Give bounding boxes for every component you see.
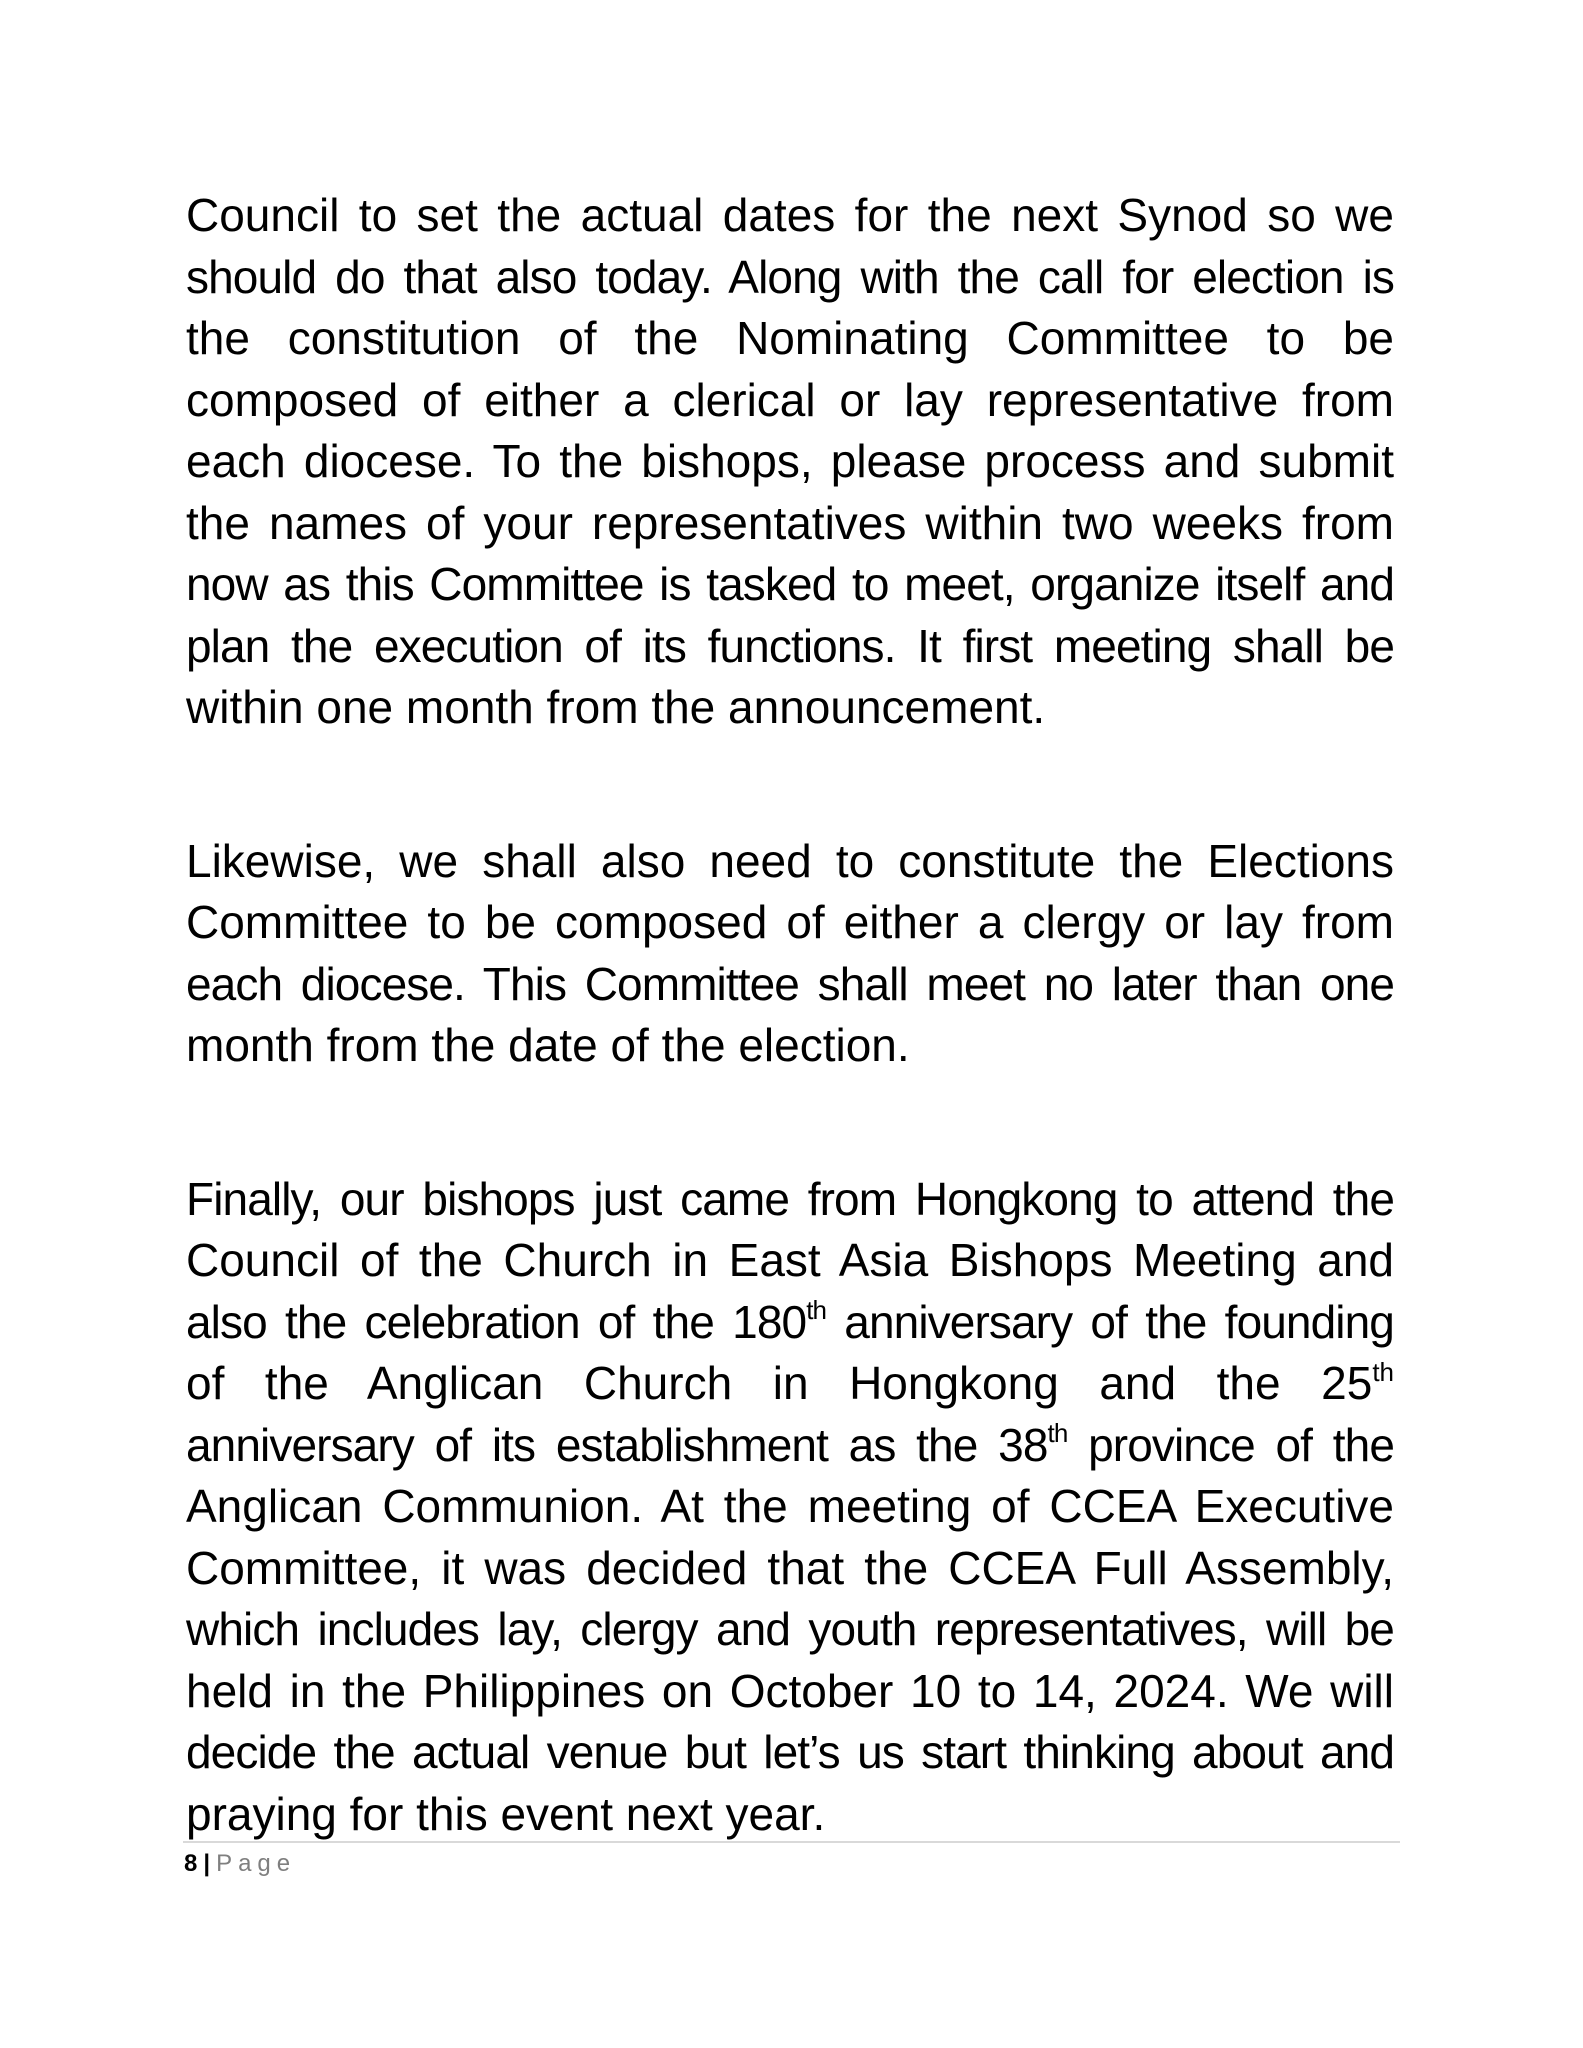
text-segment: the names of your representatives within two weeks from [186,496,1394,549]
text-segment: should do that also today. Along with the call for election is [186,250,1394,303]
text-segment: composed of either a clerical or lay representative from [186,373,1394,426]
text-line [186,677,1394,739]
text-segment: province of the [1067,1418,1394,1471]
text-segment: Committee, it was decided that the CCEA Full Assembly, [186,1541,1394,1594]
text-line [186,185,1394,247]
text-segment: which includes lay, clergy and youth representatives, will be [186,1603,1394,1655]
text-line [186,1353,1394,1415]
text-line [186,431,1394,493]
text-line [186,831,1394,893]
text-line [186,1722,1394,1784]
text-line [186,1599,1394,1661]
text-segment: also the celebration of the 180 [186,1295,807,1348]
page-label: Page [216,1850,297,1877]
text-line [186,1015,1394,1077]
text-segment: each diocese. To the bishops, please process and submit [186,435,1394,487]
text-line [186,1230,1394,1292]
text-line [186,616,1394,678]
text-segment: Council of the Church in East Asia Bishops Meeting and [186,1234,1394,1286]
footer-separator: | [203,1850,211,1877]
text-segment: plan the execution of its functions. It first meeting shall be [186,619,1394,672]
text-segment: anniversary of the founding [826,1295,1394,1348]
paragraph [186,185,1394,739]
text-segment: Council to set the actual dates for the next Synod so we [186,189,1394,241]
text-segment: praying for this event next year. [186,1787,826,1840]
text-segment: anniversary of its establishment as the 38 [186,1418,1048,1471]
ordinal-superscript: th [1047,1418,1068,1449]
footer-divider [183,1841,1400,1843]
document-body [186,185,1394,1845]
text-line [186,308,1394,370]
text-line [186,954,1394,1016]
text-segment: each diocese. This Committee shall meet no later than one [186,957,1394,1010]
ordinal-superscript: th [1372,1356,1394,1387]
text-line [186,554,1394,616]
paragraph [186,1169,1394,1846]
paragraph [186,831,1394,1077]
text-line [186,370,1394,432]
text-segment: the constitution of the Nominating Committee to be [186,312,1394,364]
text-line [186,1784,1394,1846]
text-line [186,1538,1394,1600]
text-segment: now as this Committee is tasked to meet, organize itself and [186,558,1394,610]
text-line [186,1292,1394,1354]
text-segment: Likewise, we shall also need to constitute the Elections [186,834,1394,887]
text-segment: Committee to be composed of either a clergy or lay from [186,896,1394,948]
text-line [186,1415,1394,1477]
text-segment: held in the Philippines on October 10 to 14, 2024. We will [186,1664,1394,1717]
text-line [186,1476,1394,1538]
text-line [186,892,1394,954]
page-number: 8 [184,1850,198,1877]
text-line [186,493,1394,555]
text-segment: Finally, our bishops just came from Hongkong to attend the [186,1172,1394,1225]
text-line [186,1661,1394,1723]
text-segment: of the Anglican Church in Hongkong and the 25 [186,1357,1373,1409]
page-footer [184,1848,296,1880]
text-segment: month from the date of the election. [186,1019,910,1071]
text-line [186,1169,1394,1231]
text-line [186,247,1394,309]
text-segment: decide the actual venue but let’s us start thinking about and [186,1726,1394,1778]
text-segment: within one month from the announcement. [186,681,1046,733]
text-segment: Anglican Communion. At the meeting of CCEA Executive [186,1480,1394,1532]
ordinal-superscript: th [806,1295,827,1326]
